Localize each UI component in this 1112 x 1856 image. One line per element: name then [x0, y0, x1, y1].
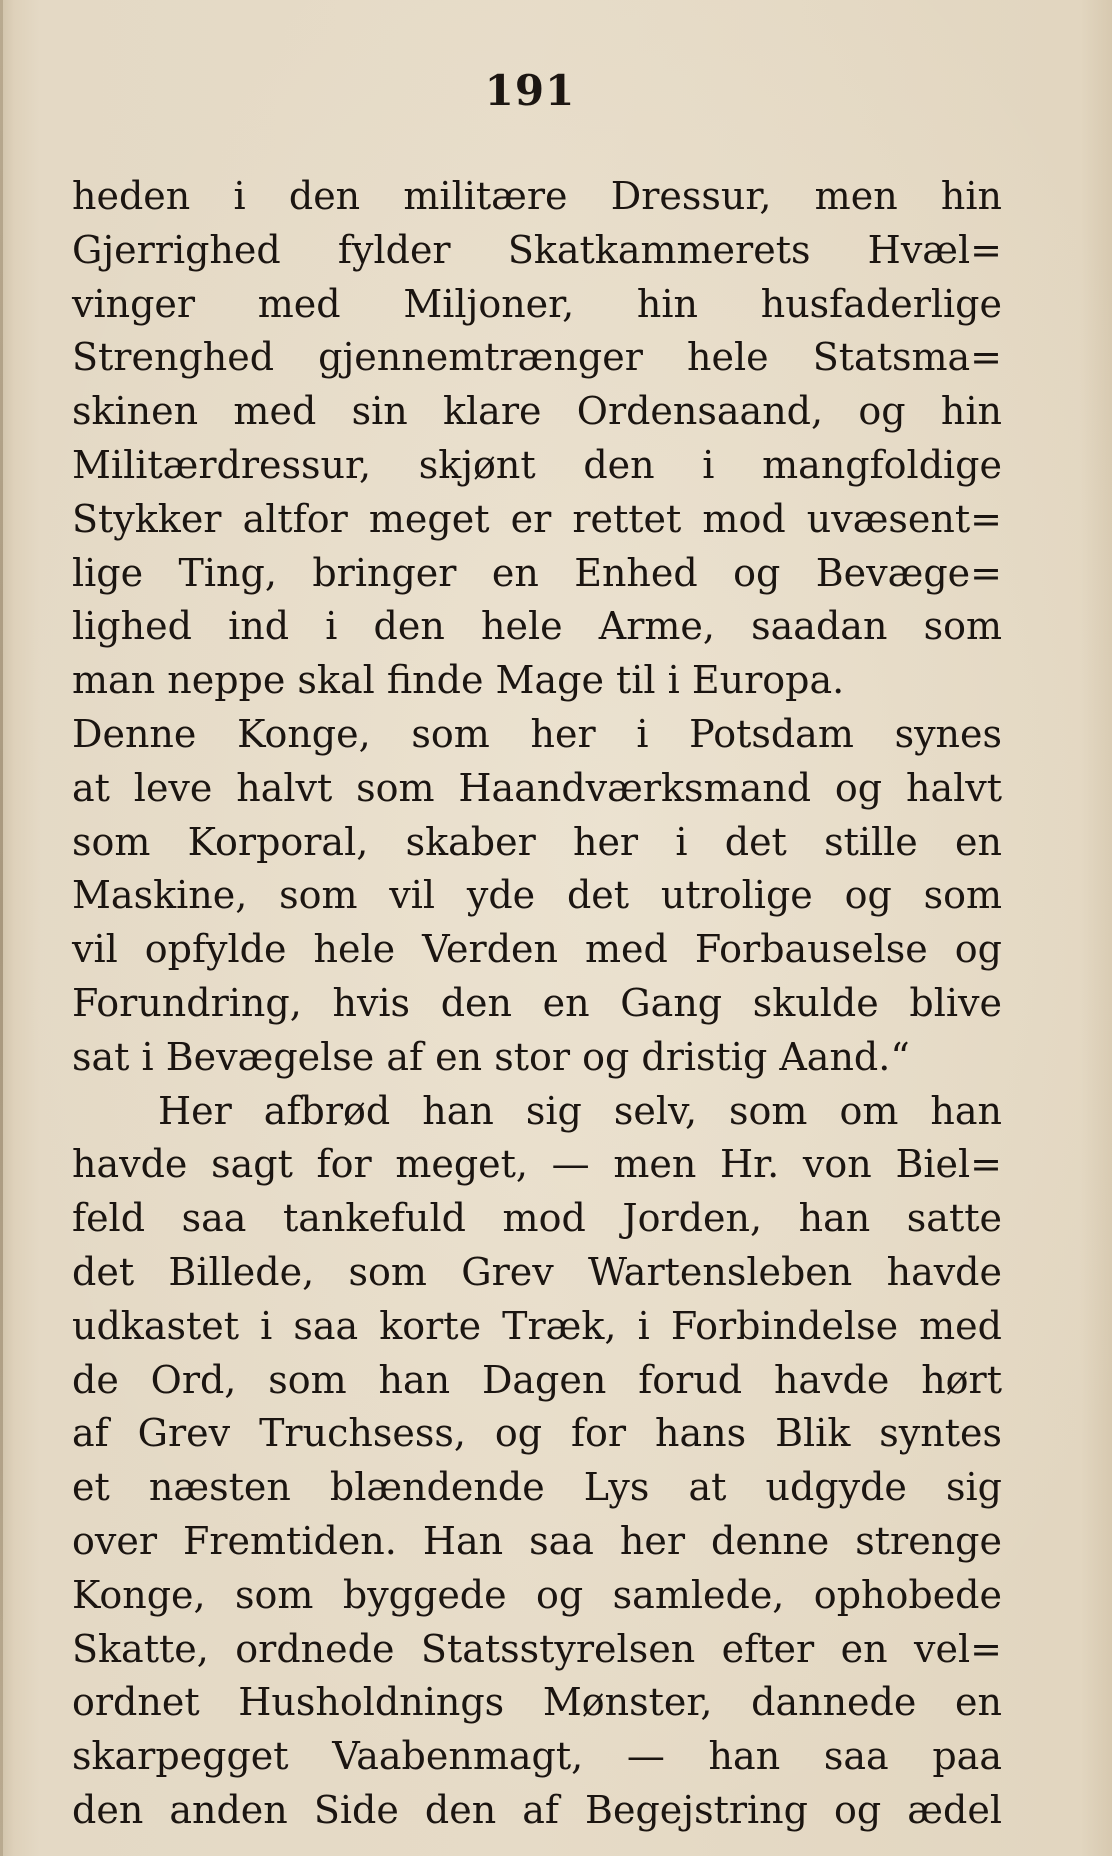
text-line: at leve halvt som Haandværksmand og halvt [72, 765, 1002, 810]
text-line: ordnet Husholdnings Mønster, dannede en [72, 1680, 1002, 1725]
text-line: Konge, som byggede og samlede, ophobede [72, 1572, 1002, 1617]
text-line: over Fremtiden. Han saa her denne strenge [72, 1518, 1002, 1563]
text-line: skinen med sin klare Ordensaand, og hin [72, 389, 1002, 434]
text-line: feld saa tankefuld mod Jorden, han satte [72, 1196, 1002, 1241]
text-line: Militærdressur, skjønt den i mangfoldige [72, 442, 1002, 487]
text-line: sat i Bevægelse af en stor og dristig Aand.“ [72, 1034, 910, 1079]
page-number: 191 [484, 66, 576, 115]
text-line: Strenghed gjennemtrænger hele Statsma= [72, 335, 1002, 380]
page-edge [0, 0, 3, 1856]
text-line: udkastet i saa korte Træk, i Forbindelse med [72, 1303, 1002, 1348]
text-line: Forundring, hvis den en Gang skulde blive [72, 980, 1002, 1025]
text-line: havde sagt for meget, — men Hr. von Biel= [72, 1142, 1002, 1187]
text-line: heden i den militære Dressur, men hin [72, 174, 1002, 218]
text-line: de Ord, som han Dagen forud havde hørt [72, 1357, 1002, 1402]
text-line: Skatte, ordnede Statsstyrelsen efter en vel= [72, 1626, 1002, 1671]
text-line: man neppe skal finde Mage til i Europa. [72, 658, 845, 703]
body-text [72, 170, 1002, 1838]
text-line: skarpegget Vaabenmagt, — han saa paa [72, 1734, 1002, 1779]
text-line: vinger med Miljoner, hin husfaderlige [72, 281, 1002, 326]
text-line: som Korporal, skaber her i det stille en [72, 819, 1002, 864]
text-line: af Grev Truchsess, og for hans Blik syntes [72, 1411, 1002, 1456]
text-line: Denne Konge, som her i Potsdam synes [72, 711, 1002, 756]
text-line: Stykker altfor meget er rettet mod uvæsent= [72, 496, 1002, 541]
text-line: lighed ind i den hele Arme, saadan som [72, 604, 1002, 649]
text-line: den anden Side den af Begejstring og ædel [72, 1787, 1002, 1832]
text-line: det Billede, som Grev Wartensleben havde [72, 1249, 1002, 1294]
text-line: Gjerrighed fylder Skatkammerets Hvæl= [72, 227, 1002, 272]
text-line: et næsten blændende Lys at udgyde sig [72, 1465, 1002, 1510]
text-line: Her afbrød han sig selv, som om han [158, 1088, 1002, 1133]
text-line: vil opfylde hele Verden med Forbauselse og [72, 927, 1002, 972]
text-line: lige Ting, bringer en Enhed og Bevæge= [72, 550, 1002, 595]
text-line: Maskine, som vil yde det utrolige og som [72, 873, 1002, 918]
